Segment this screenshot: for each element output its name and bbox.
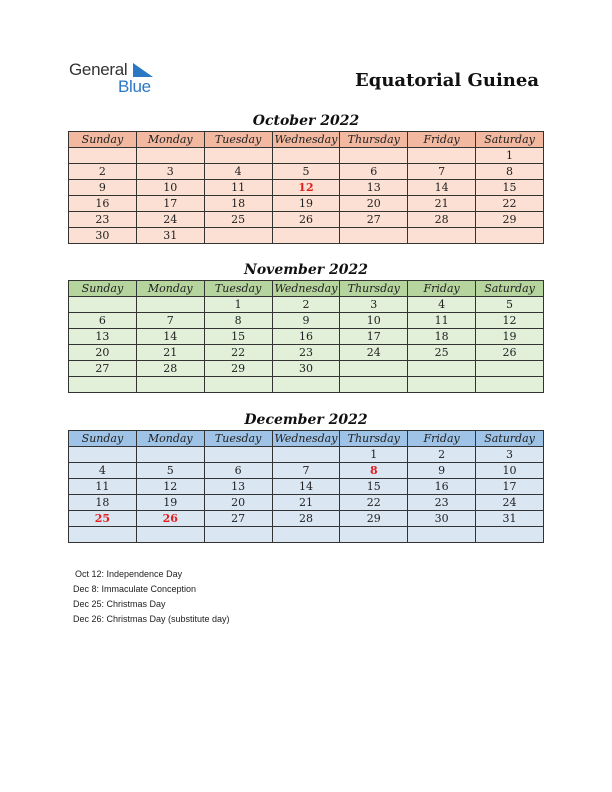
day-cell: 31 (476, 511, 544, 527)
day-cell: 21 (136, 345, 204, 361)
week-row (69, 180, 544, 196)
day-cell: 7 (272, 463, 340, 479)
day-cell (136, 447, 204, 463)
day-cell: 3 (136, 164, 204, 180)
day-cell: 11 (408, 313, 476, 329)
day-cell: 6 (204, 463, 272, 479)
day-cell: 25 (204, 212, 272, 228)
weekday-header: Monday (136, 431, 204, 447)
day-cell: 19 (476, 329, 544, 345)
week-row (69, 329, 544, 345)
holiday-day-cell: 12 (272, 180, 340, 196)
day-cell: 14 (272, 479, 340, 495)
weekday-header: Wednesday (272, 431, 340, 447)
weekday-header: Sunday (69, 281, 137, 297)
day-cell (408, 361, 476, 377)
day-cell (204, 377, 272, 393)
week-row (69, 313, 544, 329)
day-cell: 9 (408, 463, 476, 479)
week-row (69, 297, 544, 313)
day-cell: 2 (69, 164, 137, 180)
weekday-header: Friday (408, 132, 476, 148)
country-title: Equatorial Guinea (355, 70, 539, 91)
calendar-table (68, 280, 544, 393)
week-row (69, 463, 544, 479)
day-cell: 11 (69, 479, 137, 495)
weekday-header: Wednesday (272, 281, 340, 297)
weekday-header: Friday (408, 281, 476, 297)
calendar-table (68, 430, 544, 543)
day-cell: 31 (136, 228, 204, 244)
day-cell: 7 (136, 313, 204, 329)
day-cell: 27 (69, 361, 137, 377)
weekday-header: Tuesday (204, 431, 272, 447)
day-cell (69, 447, 137, 463)
day-cell: 10 (476, 463, 544, 479)
day-cell (340, 527, 408, 543)
week-row (69, 361, 544, 377)
logo-triangle-icon (133, 63, 155, 79)
holiday-day-cell: 26 (136, 511, 204, 527)
day-cell (476, 377, 544, 393)
day-cell: 14 (408, 180, 476, 196)
day-cell: 1 (204, 297, 272, 313)
day-cell: 20 (204, 495, 272, 511)
day-cell (69, 527, 137, 543)
day-cell: 12 (136, 479, 204, 495)
day-cell: 21 (408, 196, 476, 212)
day-cell (272, 447, 340, 463)
day-cell: 20 (340, 196, 408, 212)
day-cell: 25 (408, 345, 476, 361)
weekday-header: Saturday (476, 431, 544, 447)
week-row (69, 164, 544, 180)
week-row (69, 479, 544, 495)
week-row (69, 345, 544, 361)
day-cell: 26 (272, 212, 340, 228)
day-cell: 22 (340, 495, 408, 511)
day-cell: 3 (340, 297, 408, 313)
week-row (69, 228, 544, 244)
day-cell: 16 (408, 479, 476, 495)
day-cell (136, 148, 204, 164)
week-row (69, 196, 544, 212)
day-cell: 30 (69, 228, 137, 244)
month-december (68, 410, 544, 543)
day-cell (204, 527, 272, 543)
weekday-header: Monday (136, 281, 204, 297)
logo (69, 60, 159, 96)
weekday-header: Sunday (69, 431, 137, 447)
day-cell (272, 228, 340, 244)
day-cell: 13 (340, 180, 408, 196)
holiday-day-cell: 25 (69, 511, 137, 527)
day-cell: 10 (136, 180, 204, 196)
day-cell (408, 228, 476, 244)
day-cell: 17 (340, 329, 408, 345)
day-cell (340, 148, 408, 164)
week-row (69, 511, 544, 527)
month-title: December 2022 (244, 412, 368, 428)
month-october (68, 111, 544, 244)
weekday-header: Saturday (476, 132, 544, 148)
day-cell: 22 (204, 345, 272, 361)
day-cell: 15 (204, 329, 272, 345)
day-cell: 18 (69, 495, 137, 511)
day-cell: 7 (408, 164, 476, 180)
day-cell (204, 228, 272, 244)
day-cell: 11 (204, 180, 272, 196)
day-cell: 23 (69, 212, 137, 228)
day-cell: 6 (340, 164, 408, 180)
day-cell: 28 (408, 212, 476, 228)
day-cell: 23 (408, 495, 476, 511)
day-cell: 29 (204, 361, 272, 377)
day-cell: 20 (69, 345, 137, 361)
logo-text-blue: Blue (118, 77, 151, 96)
day-cell (136, 377, 204, 393)
day-cell (204, 447, 272, 463)
day-cell: 9 (69, 180, 137, 196)
week-row (69, 495, 544, 511)
day-cell: 19 (136, 495, 204, 511)
day-cell: 29 (340, 511, 408, 527)
day-cell: 13 (204, 479, 272, 495)
day-cell (69, 148, 137, 164)
day-cell: 17 (476, 479, 544, 495)
day-cell (340, 377, 408, 393)
holiday-note: Dec 8: Immaculate Conception (73, 584, 197, 594)
day-cell: 2 (408, 447, 476, 463)
day-cell (272, 527, 340, 543)
day-cell (340, 228, 408, 244)
week-row (69, 377, 544, 393)
weekday-header: Tuesday (204, 132, 272, 148)
day-cell: 19 (272, 196, 340, 212)
day-cell (136, 297, 204, 313)
day-cell: 27 (204, 511, 272, 527)
holiday-note: Dec 26: Christmas Day (substitute day) (73, 614, 230, 624)
day-cell: 13 (69, 329, 137, 345)
day-cell: 29 (476, 212, 544, 228)
day-cell: 30 (272, 361, 340, 377)
day-cell (69, 377, 137, 393)
weekday-header: Thursday (340, 281, 408, 297)
week-row (69, 148, 544, 164)
calendar-table (68, 131, 544, 244)
day-cell: 28 (136, 361, 204, 377)
week-row (69, 212, 544, 228)
weekday-header: Wednesday (272, 132, 340, 148)
day-cell (476, 228, 544, 244)
day-cell (408, 148, 476, 164)
day-cell: 24 (340, 345, 408, 361)
day-cell: 27 (340, 212, 408, 228)
weekday-header: Monday (136, 132, 204, 148)
month-title: October 2022 (252, 113, 360, 129)
day-cell: 3 (476, 447, 544, 463)
day-cell: 22 (476, 196, 544, 212)
day-cell: 4 (408, 297, 476, 313)
day-cell: 16 (69, 196, 137, 212)
weekday-header: Thursday (340, 132, 408, 148)
day-cell: 9 (272, 313, 340, 329)
day-cell: 16 (272, 329, 340, 345)
day-cell (69, 297, 137, 313)
day-cell (408, 527, 476, 543)
day-cell: 15 (340, 479, 408, 495)
day-cell: 8 (204, 313, 272, 329)
day-cell: 4 (69, 463, 137, 479)
day-cell (476, 361, 544, 377)
day-cell: 12 (476, 313, 544, 329)
day-cell: 5 (136, 463, 204, 479)
weekday-header: Thursday (340, 431, 408, 447)
day-cell: 23 (272, 345, 340, 361)
day-cell: 21 (272, 495, 340, 511)
day-cell (476, 527, 544, 543)
month-november (68, 260, 544, 393)
holiday-note: Dec 25: Christmas Day (73, 599, 166, 609)
day-cell: 18 (204, 196, 272, 212)
day-cell: 18 (408, 329, 476, 345)
holiday-notes (73, 567, 230, 627)
day-cell: 5 (272, 164, 340, 180)
weekday-header: Saturday (476, 281, 544, 297)
day-cell (408, 377, 476, 393)
weekday-header: Tuesday (204, 281, 272, 297)
weekday-header: Friday (408, 431, 476, 447)
holiday-note: Oct 12: Independence Day (75, 569, 183, 579)
week-row (69, 447, 544, 463)
day-cell: 6 (69, 313, 137, 329)
day-cell (272, 377, 340, 393)
day-cell (136, 527, 204, 543)
day-cell: 24 (476, 495, 544, 511)
weekday-header: Sunday (69, 132, 137, 148)
month-title: November 2022 (244, 262, 368, 278)
holiday-day-cell: 8 (340, 463, 408, 479)
day-cell: 5 (476, 297, 544, 313)
day-cell (340, 361, 408, 377)
day-cell (204, 148, 272, 164)
day-cell: 8 (476, 164, 544, 180)
day-cell: 15 (476, 180, 544, 196)
logo-text-general: General (69, 60, 128, 79)
day-cell: 14 (136, 329, 204, 345)
day-cell: 1 (340, 447, 408, 463)
day-cell: 10 (340, 313, 408, 329)
day-cell: 4 (204, 164, 272, 180)
week-row (69, 527, 544, 543)
day-cell: 28 (272, 511, 340, 527)
day-cell: 30 (408, 511, 476, 527)
day-cell: 1 (476, 148, 544, 164)
day-cell (272, 148, 340, 164)
day-cell: 2 (272, 297, 340, 313)
day-cell: 17 (136, 196, 204, 212)
day-cell: 26 (476, 345, 544, 361)
day-cell: 24 (136, 212, 204, 228)
